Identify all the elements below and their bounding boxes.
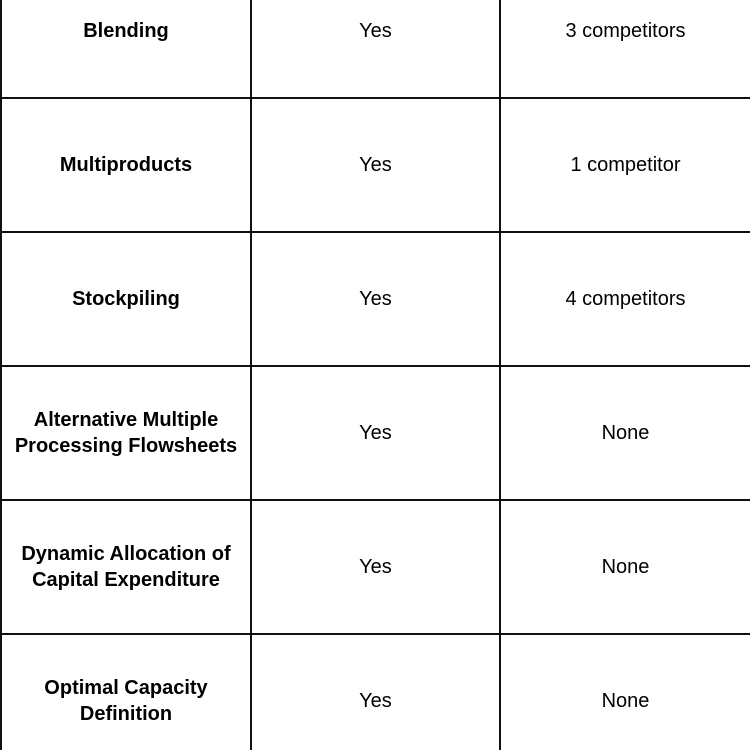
feature-name-cell: Blending bbox=[1, 0, 251, 98]
availability-cell: Yes bbox=[251, 634, 500, 750]
availability-cell: Yes bbox=[251, 98, 500, 232]
availability-cell: Yes bbox=[251, 366, 500, 500]
feature-name-cell: Alternative Multiple Processing Flowsheets bbox=[1, 366, 251, 500]
table-row bbox=[1, 366, 750, 500]
table-row bbox=[1, 634, 750, 750]
competitor-count-cell: 1 competitor bbox=[500, 98, 750, 232]
table-row bbox=[1, 232, 750, 366]
competitor-count-cell: 4 competitors bbox=[500, 232, 750, 366]
feature-name-cell: Optimal Capacity Definition bbox=[1, 634, 251, 750]
competitor-count-cell: 3 competitors bbox=[500, 0, 750, 98]
feature-name-cell: Stockpiling bbox=[1, 232, 251, 366]
table-row bbox=[1, 0, 750, 98]
availability-cell: Yes bbox=[251, 500, 500, 634]
competitor-count-cell: None bbox=[500, 366, 750, 500]
feature-name-cell: Dynamic Allocation of Capital Expenditure bbox=[1, 500, 251, 634]
competitor-count-cell: None bbox=[500, 634, 750, 750]
availability-cell: Yes bbox=[251, 232, 500, 366]
feature-name-cell: Multiproducts bbox=[1, 98, 251, 232]
table-row bbox=[1, 98, 750, 232]
availability-cell: Yes bbox=[251, 0, 500, 98]
competitor-count-cell: None bbox=[500, 500, 750, 634]
table-row bbox=[1, 500, 750, 634]
